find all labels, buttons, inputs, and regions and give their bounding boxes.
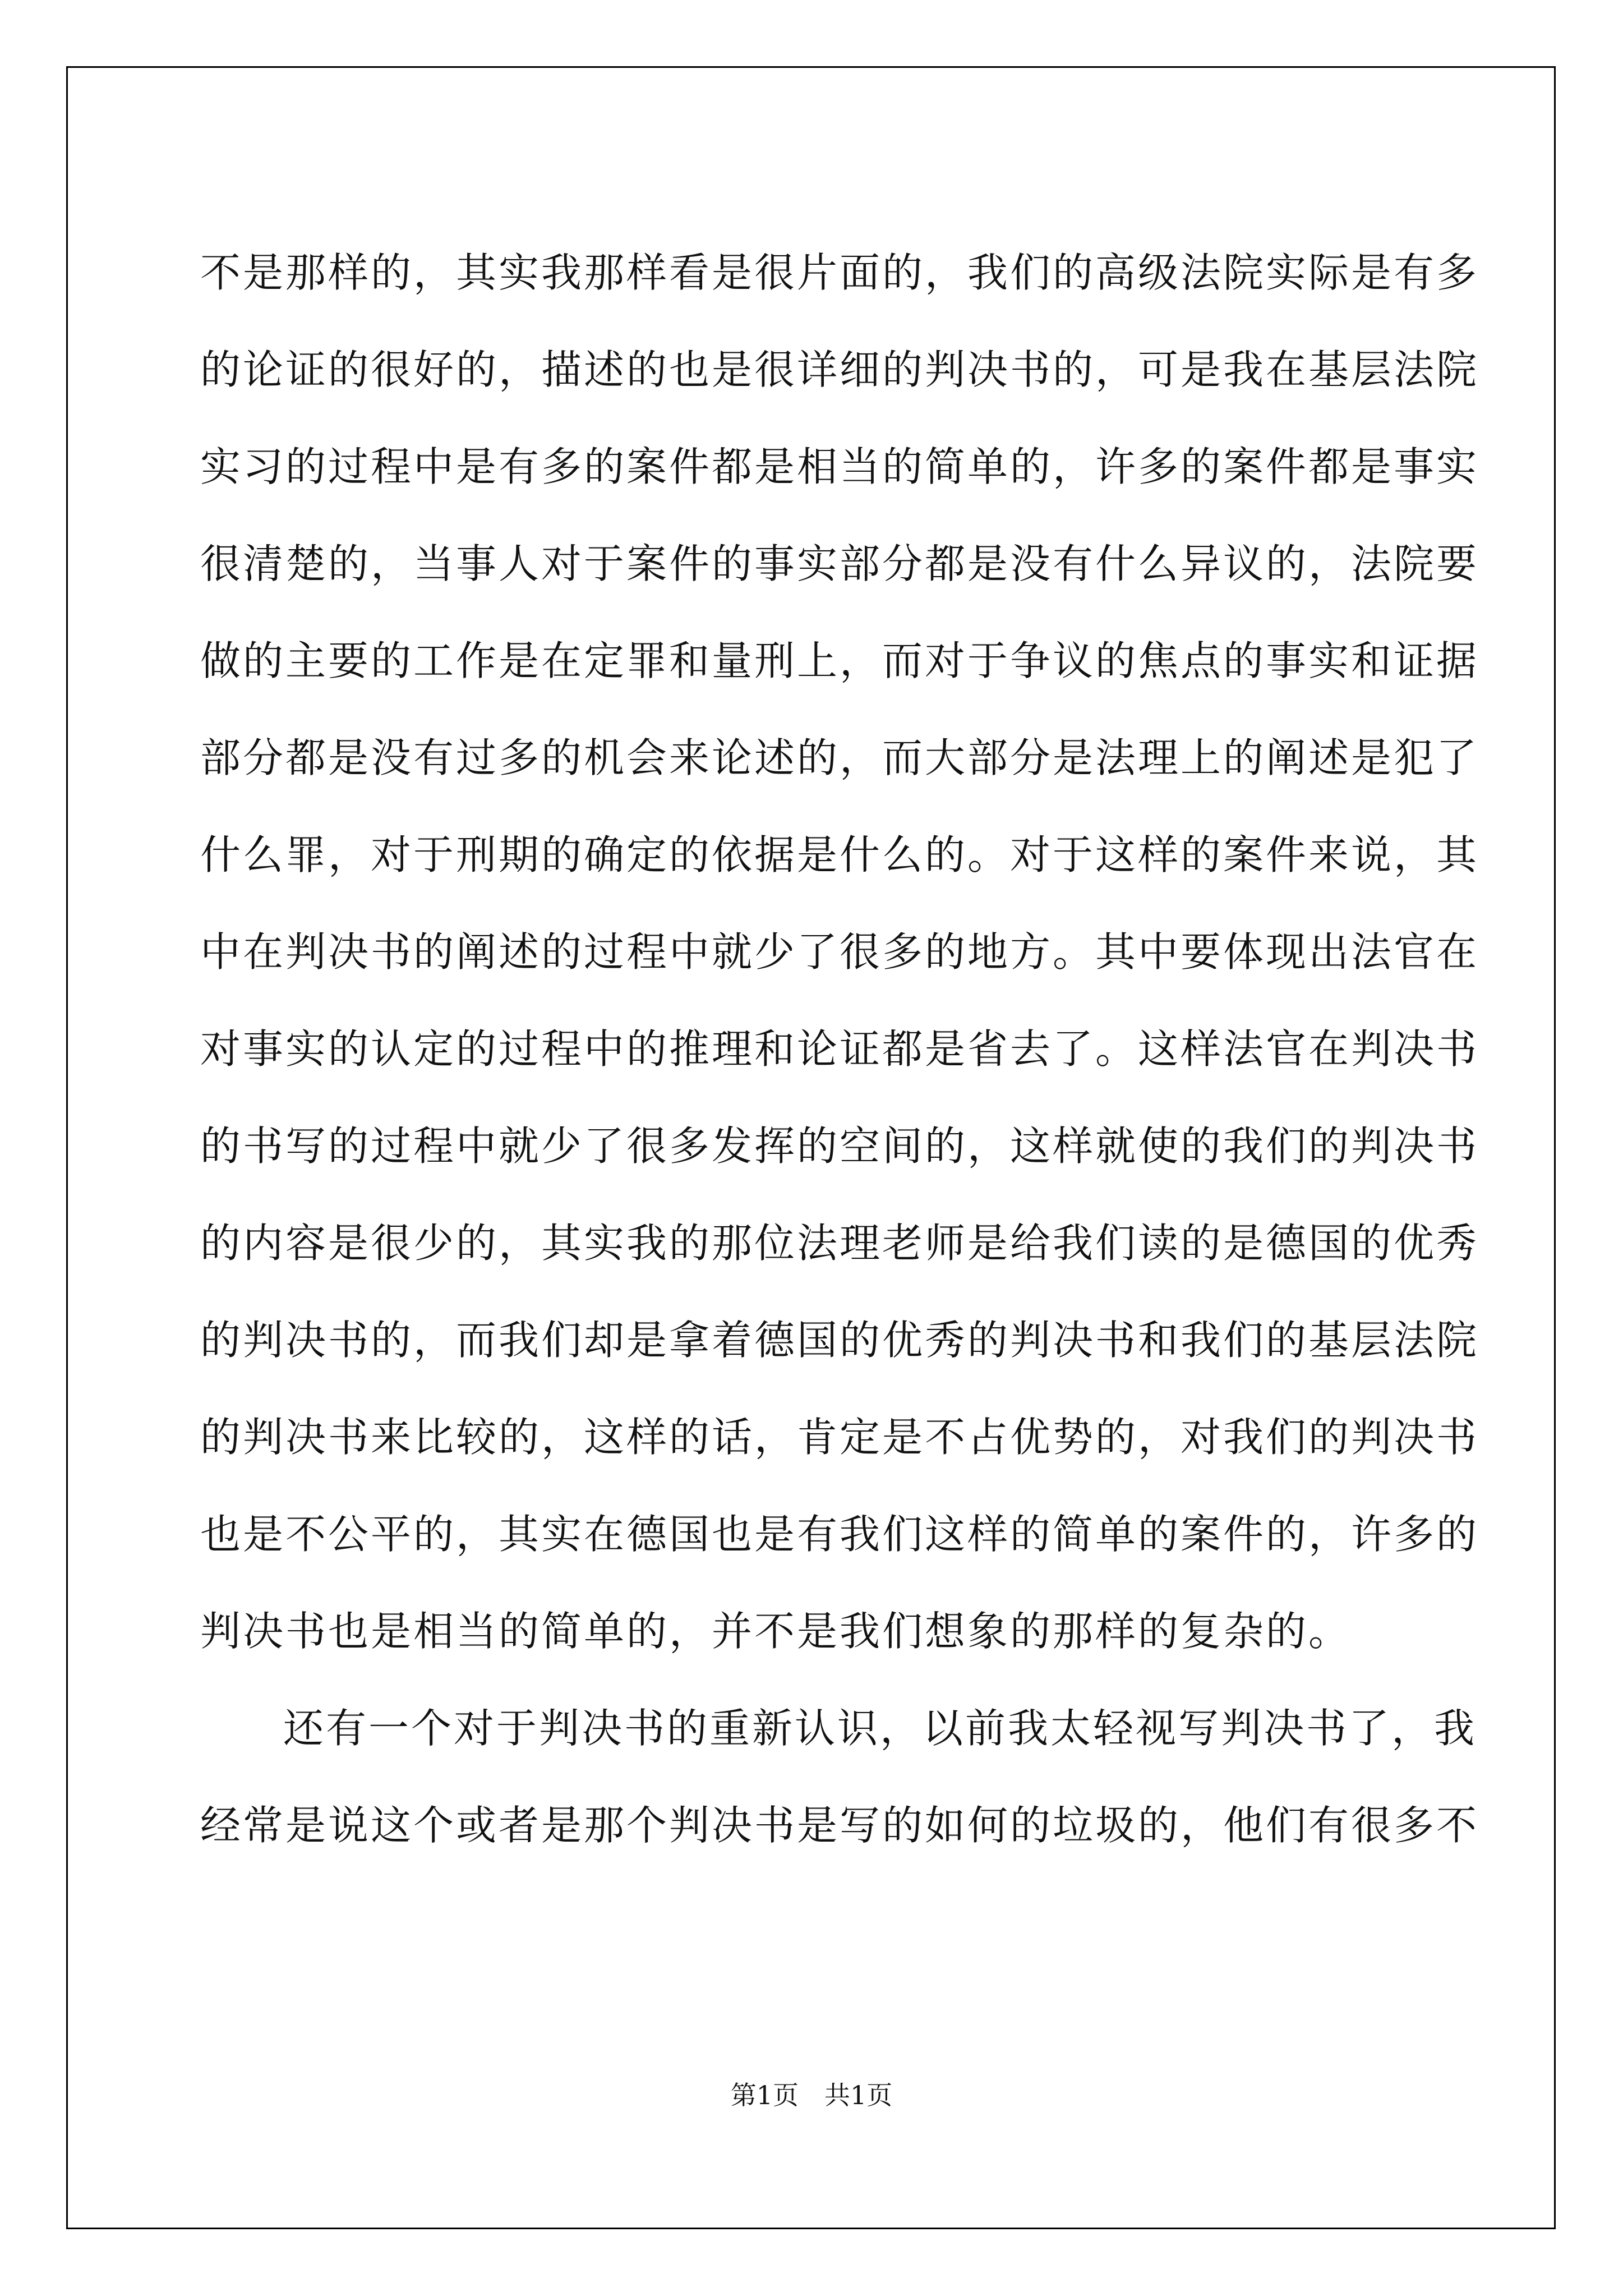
text-line: 对事实的认定的过程中的推理和论证都是省去了。这样法官在判决书 xyxy=(200,1025,1479,1073)
text-line: 部分都是没有过多的机会来论述的，而大部分是法理上的阐述是犯了 xyxy=(200,734,1479,781)
text-line: 经常是说这个或者是那个判决书是写的如何的垃圾的，他们有很多不 xyxy=(200,1802,1479,1849)
text-line: 判决书也是相当的简单的，并不是我们想象的那样的复杂的。 xyxy=(200,1608,1352,1655)
text-line: 什么罪，对于刑期的确定的依据是什么的。对于这样的案件来说，其 xyxy=(200,831,1479,878)
text-line: 做的主要的工作是在定罪和量刑上，而对于争议的焦点的事实和证据 xyxy=(200,637,1479,684)
text-line: 的内容是很少的，其实我的那位法理老师是给我们读的是德国的优秀 xyxy=(200,1220,1479,1267)
document-body xyxy=(200,224,1479,1874)
text-line: 的书写的过程中就少了很多发挥的空间的，这样就使的我们的判决书 xyxy=(200,1122,1479,1170)
text-line: 的论证的很好的，描述的也是很详细的判决书的，可是我在基层法院 xyxy=(200,346,1479,393)
text-line: 不是那样的，其实我那样看是很片面的，我们的高级法院实际是有多 xyxy=(200,249,1479,296)
text-line: 很清楚的，当事人对于案件的事实部分都是没有什么异议的，法院要 xyxy=(200,540,1479,587)
text-line: 中在判决书的阐述的过程中就少了很多的地方。其中要体现出法官在 xyxy=(200,928,1479,976)
paragraph-first-line: 还有一个对于判决书的重新认识，以前我太轻视写判决书了，我 xyxy=(283,1705,1477,1752)
text-line: 的判决书来比较的，这样的话，肯定是不占优势的，对我们的判决书 xyxy=(200,1414,1479,1461)
page-footer: 第1页 共1页 xyxy=(730,2080,893,2110)
text-line: 实习的过程中是有多的案件都是相当的简单的，许多的案件都是事实 xyxy=(200,443,1479,490)
text-line: 的判决书的，而我们却是拿着德国的优秀的判决书和我们的基层法院 xyxy=(200,1317,1479,1364)
text-line: 也是不公平的，其实在德国也是有我们这样的简单的案件的，许多的 xyxy=(200,1511,1479,1558)
